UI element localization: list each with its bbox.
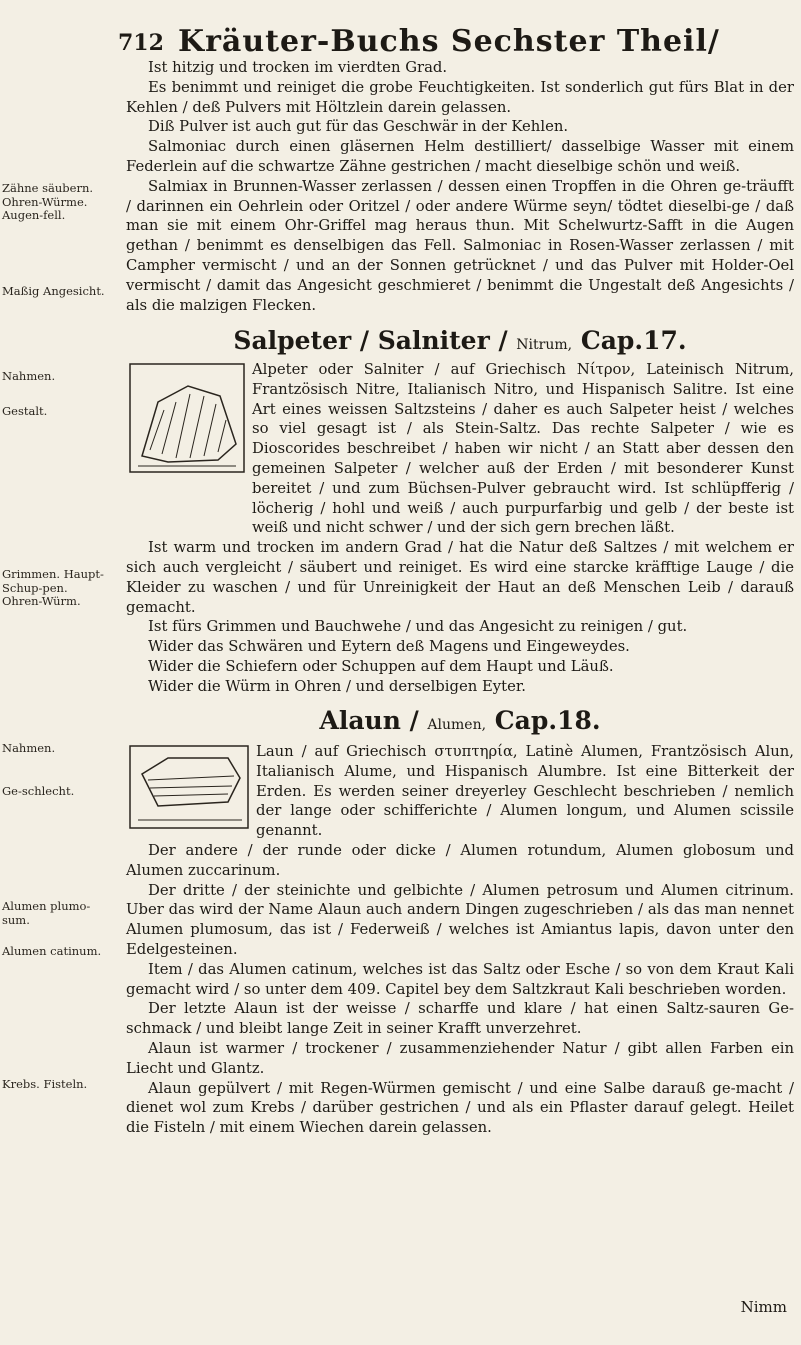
paragraph: Es benimmt und reiniget die grobe Feuchtigkeiten. Ist sonderlich gut fürs Blat in der Kehlen / deß Pulvers mit Höltzlein darein gelassen. [126, 78, 794, 116]
chapter-heading-alaun [126, 706, 794, 735]
margin-note-nahmen: Nahmen. [2, 369, 56, 383]
paragraph: Der andere / der runde oder dicke / Alumen rotundum, Alumen globosum und Alumen zuccarinum. [126, 841, 794, 879]
chapter-heading-salpeter [126, 326, 794, 355]
chapter-number: Cap.17. [580, 326, 687, 355]
text-block-top [126, 58, 794, 315]
paragraph: Ist warm und trocken im andern Grad / hat die Natur deß Saltzes / mit welchem er sich auch vergleicht / säubert und reiniget. Es wird eine starcke kräfftige Lauge / die Kleider zu waschen / und für Unreinigkeit der Haut an deß Menschen Leib / darauß gemacht. [126, 539, 794, 616]
chapter-latin: Nitrum, [516, 337, 573, 353]
paragraph: Diß Pulver ist auch gut für das Geschwär in der Kehlen. [148, 118, 569, 136]
chapter-title: Salpeter / Salniter / [233, 326, 508, 355]
chapter-latin: Alumen, [427, 717, 487, 733]
margin-note-zaehne: Zähne säubern. Ohren-Würme. Augen-fell. [2, 181, 94, 222]
paragraph: Wider das Schwären und Eytern deß Magens und Eingeweydes. [148, 638, 630, 656]
page-header [118, 20, 798, 60]
paragraph: Wider die Würm in Ohren / und derselbigen Eyter. [148, 677, 526, 695]
margin-note-angesicht: Maßig Angesicht. [2, 284, 105, 298]
paragraph: Wider die Schiefern oder Schuppen auf dem Haupt und Läuß. [148, 657, 614, 675]
paragraph: Item / das Alumen catinum, welches ist das Saltz oder Esche / so von dem Kraut Kali gemacht wird / so unter dem 409. Capitel bey dem Saltzkraut Kali beschrieben worden. [126, 960, 794, 998]
paragraph: Alpeter oder Salniter / auf Griechisch Νίτρον, Lateinisch Nitrum, Frantzösisch Nitre, Italianisch Nitro, und Hispanisch Salitre. Ist eine Art eines weissen Saltzsteins / daher es auch Salpeter heist / welches so viel gesagt ist / als Stein-Saltz. Das rechte Salpeter / wie es Dioscorides beschreibet / haben wir nicht / an Statt aber dessen den gemeinen Salpeter / welcher auß der Erden / mit besonderer Kunst bereitet / und zum Büchsen-Pulver gebraucht wird. Ist schlüpfferig / löcherig / hohl und weiß / auch purpurfarbig und gelb / der beste ist weiß und nicht schwer / und der sich gern brechen läßt. [252, 361, 794, 537]
text-block-alaun [126, 742, 794, 1138]
margin-note-grimmen: Grimmen. Haupt-Schup-pen. Ohren-Würm. [2, 567, 104, 608]
paragraph: Salmoniac durch einen gläsernen Helm destilliert/ dasselbige Wasser mit einem Federlein auf die schwartze Zähne gestrichen / macht dieselbige schön und weiß. [126, 138, 794, 175]
paragraph: Ist fürs Grimmen und Bauchwehe / und das Angesicht zu reinigen / gut. [148, 618, 688, 636]
margin-note-geschlecht: Ge-schlecht. [2, 784, 75, 798]
paragraph: Der letzte Alaun ist der weisse / scharffe und klare / hat einen Saltz-sauren Ge-schmack / und bleibt lange Zeit in seiner Krafft unverzehret. [126, 1000, 794, 1038]
paragraph: Der dritte / der steinichte und gelbichte / Alumen petrosum und Alumen citrinum. Uber das wird der Name Alaun auch andern Dingen zugeschrieben / als das man nennet Alumen plumosum, das ist / Federweiß / welches ist Amiantus lapis, davon unter den Edelgesteinen. [126, 881, 794, 958]
margin-note-alumen-plumosum: Alumen plumo-sum. [2, 899, 91, 927]
catchword: Nimm [740, 1298, 787, 1316]
chapter-title: Alaun / [319, 706, 419, 735]
paragraph: Ist hitzig und trocken im vierdten Grad. [148, 59, 448, 76]
running-title: Kräuter-Buchs Sechster Theil/ [178, 24, 720, 59]
paragraph: Alaun gepülvert / mit Regen-Würmen gemischt / und eine Salbe darauß ge-macht / dienet wol zum Krebs / darüber gestrichen / und als ein Pflaster darauf gelegt. Heilet die Fisteln / mit einem Wiechen darein gelassen. [126, 1079, 794, 1137]
paragraph: Laun / auf Griechisch στυπτηρία, Latinè Alumen, Frantzösisch Alun, Italianisch Alume, und Hispanisch Alumbre. Ist eine Bitterkeit der Erden. Es werden seiner dreyerley Geschlecht beschrieben / nemlich der lange oder schifferichte / Alumen longum, und Alumen scissile genannt. [256, 743, 794, 840]
paragraph: Salmiax in Brunnen-Wasser zerlassen / dessen einen Tropffen in die Ohren ge-träufft / darinnen ein Oehrlein oder Oritzel / oder andere Würme seyn/ tödtet dieselbi-ge / daß man sie mit einem Ohr-Griffel mag heraus thun. Mit Schelwurtz-Safft in die Augen gethan / benimmt es denselbigen das Fell. Salmoniac in Rosen-Wasser zerlassen / mit Campher vermischt / und an der Sonnen getrücknet / und das Pulver mit Holder-Oel vermischt / damit das Angesicht geschmieret / benimmt die Ungestalt deß Angesichts / als die malzigen Flecken. [126, 177, 794, 314]
margin-note-nahmen-2: Nahmen. [2, 741, 56, 755]
chapter-number: Cap.18. [494, 706, 601, 735]
margin-note-gestalt: Gestalt. [2, 404, 48, 418]
text-block-salpeter [126, 360, 794, 697]
page-number: 712 [118, 30, 164, 56]
paragraph: Alaun ist warmer / trockener / zusammenziehender Natur / gibt allen Farben ein Liecht und Glantz. [126, 1039, 794, 1077]
margin-note-alumen-catinum: Alumen catinum. [2, 944, 102, 958]
margin-note-krebs: Krebs. Fisteln. [2, 1077, 88, 1091]
